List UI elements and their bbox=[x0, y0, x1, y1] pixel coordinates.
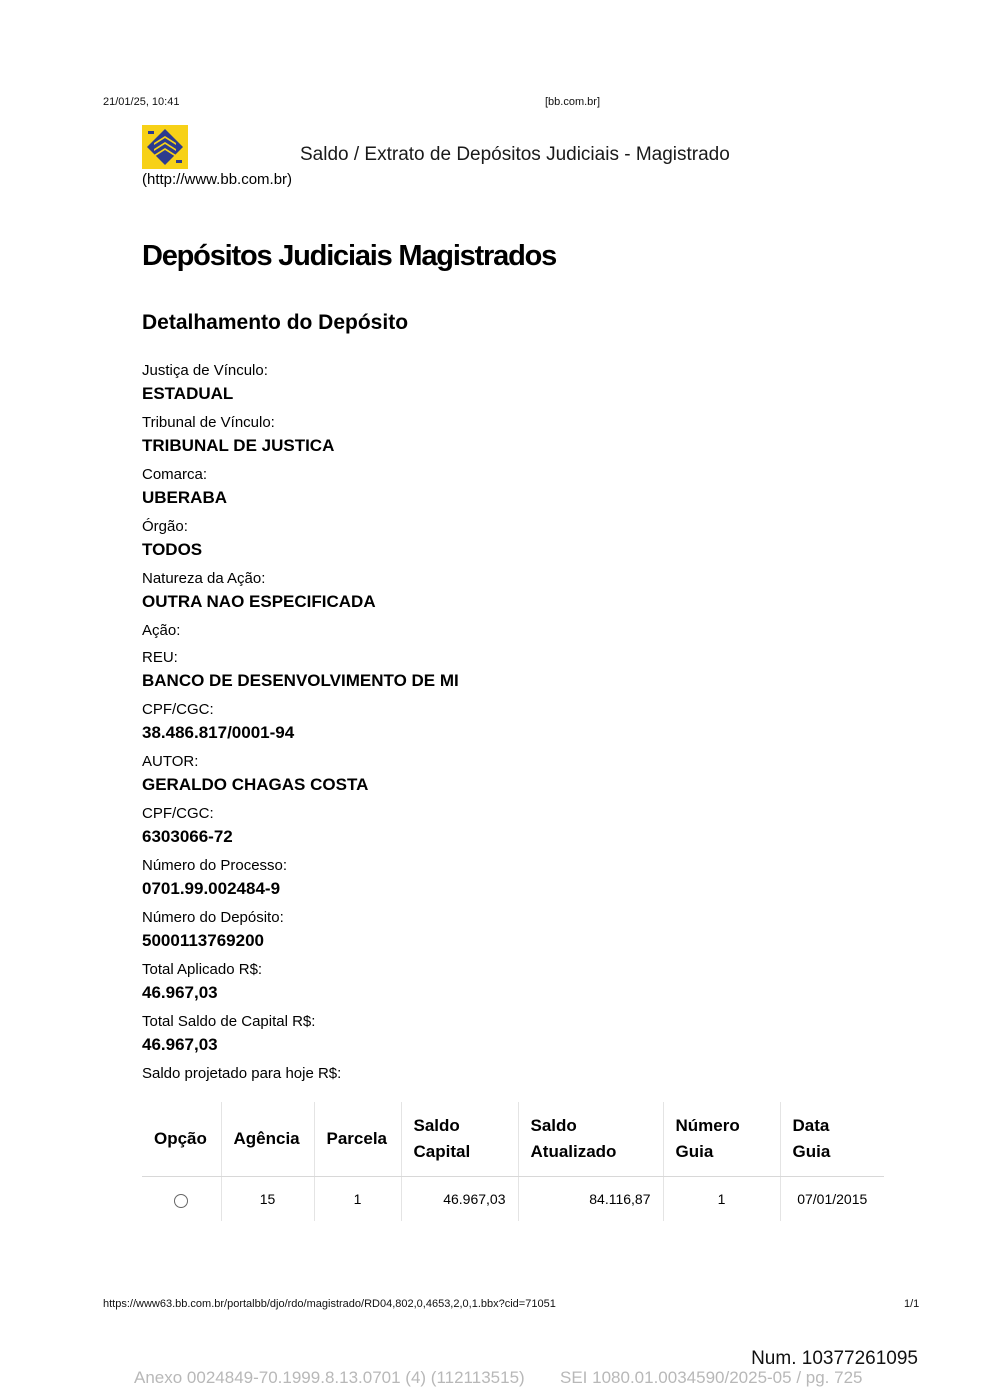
field-tribunal bbox=[142, 413, 842, 458]
field-reu-cpf-cgc bbox=[142, 700, 842, 745]
table-header-row bbox=[142, 1102, 884, 1177]
cell-agencia: 15 bbox=[221, 1177, 314, 1222]
field-value: OUTRA NAO ESPECIFICADA bbox=[142, 592, 376, 611]
logo-link-caption[interactable]: (http://www.bb.com.br) bbox=[142, 171, 293, 188]
field-label: Órgão: bbox=[142, 518, 188, 535]
field-label: Comarca: bbox=[142, 466, 208, 483]
field-value: 0701.99.002484-9 bbox=[142, 879, 281, 898]
field-label: Total Aplicado R$: bbox=[142, 961, 263, 978]
field-value: ESTADUAL bbox=[142, 384, 234, 403]
print-page-number: 1/1 bbox=[904, 1298, 920, 1310]
print-site: [bb.com.br] bbox=[545, 96, 601, 108]
col-header-agencia bbox=[221, 1102, 314, 1177]
field-orgao bbox=[142, 517, 842, 562]
field-label: Número do Depósito: bbox=[142, 909, 284, 926]
field-total-aplicado bbox=[142, 960, 842, 1005]
header-text: Parcela bbox=[326, 1129, 387, 1148]
field-autor-cpf-cgc bbox=[142, 804, 842, 849]
header-text: Capital bbox=[413, 1142, 471, 1161]
col-header-numero-guia bbox=[663, 1102, 780, 1177]
field-label: Número do Processo: bbox=[142, 857, 288, 874]
field-value: GERALDO CHAGAS COSTA bbox=[142, 775, 369, 794]
field-value: 5000113769200 bbox=[142, 931, 264, 950]
field-comarca bbox=[142, 465, 842, 510]
field-label: AUTOR: bbox=[142, 753, 199, 770]
table-row bbox=[142, 1177, 884, 1222]
header-text: Número bbox=[675, 1116, 740, 1135]
field-saldo-projetado bbox=[142, 1064, 842, 1084]
field-label: Total Saldo de Capital R$: bbox=[142, 1013, 316, 1030]
banco-do-brasil-logo-icon[interactable] bbox=[142, 125, 188, 169]
print-url: https://www63.bb.com.br/portalbb/djo/rdo/magistrado/RD04,802,0,4653,2,0,1.bbx?cid=71051 bbox=[103, 1298, 556, 1310]
field-numero-processo bbox=[142, 856, 842, 901]
field-numero-deposito bbox=[142, 908, 842, 953]
field-autor bbox=[142, 752, 842, 797]
field-reu bbox=[142, 648, 842, 693]
header-title: Saldo / Extrato de Depósitos Judiciais - Magistrado bbox=[300, 144, 730, 165]
option-radio-button[interactable] bbox=[174, 1194, 188, 1208]
page-title: Depósitos Judiciais Magistrados bbox=[142, 240, 557, 272]
cell-data-guia: 07/01/2015 bbox=[780, 1177, 884, 1222]
col-header-parcela bbox=[314, 1102, 401, 1177]
field-value: 6303066-72 bbox=[142, 827, 233, 846]
header-text: Guia bbox=[792, 1142, 831, 1161]
field-value: 46.967,03 bbox=[142, 983, 218, 1002]
cell-opcao bbox=[142, 1177, 221, 1222]
field-value: TODOS bbox=[142, 540, 203, 559]
header-text: Data bbox=[792, 1116, 830, 1135]
header-text: Opção bbox=[154, 1129, 207, 1148]
document-number-stamp: Num. 10377261095 bbox=[751, 1348, 918, 1369]
cell-saldo-atualizado: 84.116,87 bbox=[518, 1177, 663, 1222]
field-value: 46.967,03 bbox=[142, 1035, 218, 1054]
field-value: TRIBUNAL DE JUSTICA bbox=[142, 436, 335, 455]
annex-stamp: Anexo 0024849-70.1999.8.13.0701 (4) (112113515) bbox=[134, 1368, 525, 1387]
cell-parcela: 1 bbox=[314, 1177, 401, 1222]
field-label: Ação: bbox=[142, 622, 181, 639]
sei-page-stamp: SEI 1080.01.0034590/2025-05 / pg. 725 bbox=[560, 1368, 863, 1387]
field-natureza bbox=[142, 569, 842, 614]
print-date: 21/01/25, 10:41 bbox=[103, 96, 180, 108]
field-label: REU: bbox=[142, 649, 178, 666]
field-label: Saldo projetado para hoje R$: bbox=[142, 1065, 342, 1082]
cell-saldo-capital: 46.967,03 bbox=[401, 1177, 518, 1222]
header-text: Saldo bbox=[530, 1116, 577, 1135]
field-label: Tribunal de Vínculo: bbox=[142, 414, 275, 431]
col-header-data-guia bbox=[780, 1102, 884, 1177]
header-text: Saldo bbox=[413, 1116, 460, 1135]
field-label: CPF/CGC: bbox=[142, 805, 214, 822]
field-total-saldo-capital bbox=[142, 1012, 842, 1057]
field-value: BANCO DE DESENVOLVIMENTO DE MI bbox=[142, 671, 459, 690]
col-header-saldo-capital bbox=[401, 1102, 518, 1177]
field-label: CPF/CGC: bbox=[142, 701, 214, 718]
deposit-details bbox=[142, 361, 842, 1091]
field-value: 38.486.817/0001-94 bbox=[142, 723, 295, 742]
field-label: Natureza da Ação: bbox=[142, 570, 266, 587]
field-justica bbox=[142, 361, 842, 406]
col-header-opcao bbox=[142, 1102, 221, 1177]
header-text: Agência bbox=[233, 1129, 300, 1148]
field-label: Justiça de Vínculo: bbox=[142, 362, 268, 379]
cell-numero-guia: 1 bbox=[663, 1177, 780, 1222]
field-value: UBERABA bbox=[142, 488, 227, 507]
header-text: Atualizado bbox=[530, 1142, 617, 1161]
header-text: Guia bbox=[675, 1142, 714, 1161]
col-header-saldo-atualizado bbox=[518, 1102, 663, 1177]
section-title: Detalhamento do Depósito bbox=[142, 311, 409, 334]
deposit-table bbox=[142, 1102, 884, 1221]
field-acao bbox=[142, 621, 842, 641]
